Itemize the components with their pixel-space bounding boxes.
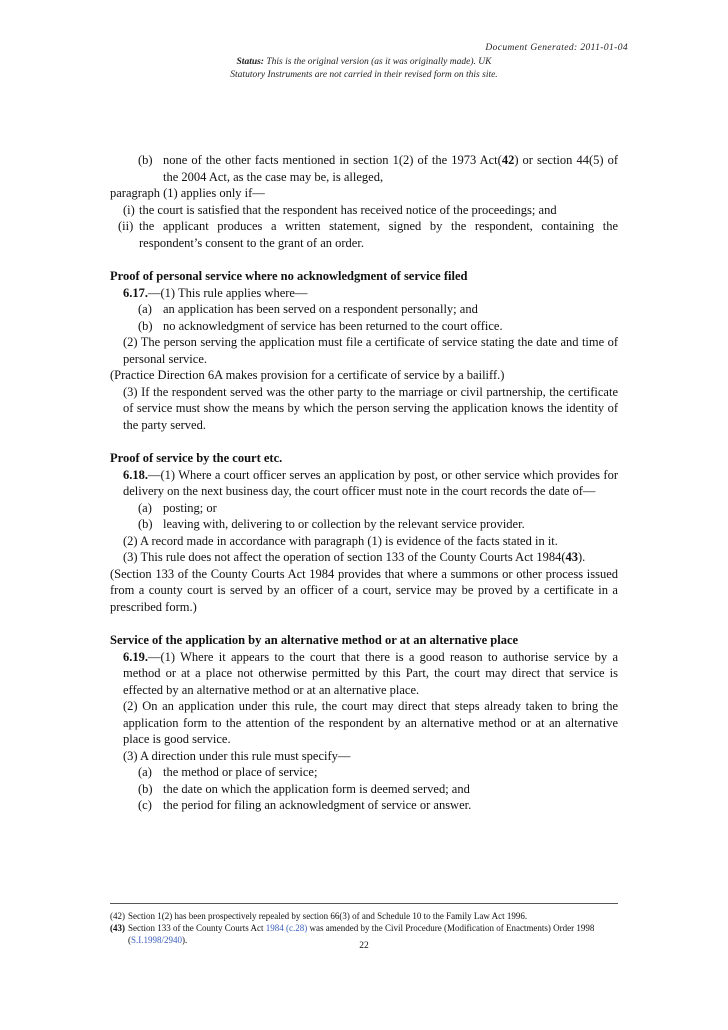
rule-6-18-para-3 xyxy=(110,549,618,566)
rule-text: —(1) Where a court officer serves an application by post, or other service which provides for delivery on the next business day, the court officer must note in the court records the date of— xyxy=(123,467,618,498)
list-label: (ii) xyxy=(118,219,134,233)
list-item-a xyxy=(110,301,618,318)
list-text-cont: ) or section 44(5) of the 2004 Act, as the case may be, is alleged, xyxy=(163,153,618,184)
practice-note: (Practice Direction 6A makes provision for a certificate of service by a bailiff.) xyxy=(110,368,505,382)
footnote-text: Section 133 of the County Courts Act xyxy=(128,923,266,933)
rule-number: 6.19. xyxy=(123,649,148,664)
rule-6-17-para-3: (3) If the respondent served was the other party to the marriage or civil partnership, the certificate of service must show the means by which the person serving the application knows the identity of the party served. xyxy=(123,384,618,432)
list-item-b xyxy=(110,318,618,335)
section-133-note: (Section 133 of the County Courts Act 1984 provides that where a summons or other process issued from a county court is served by an officer of a court, service may be proved by a certificate in a prescribed form.) xyxy=(110,566,618,614)
list-item-c xyxy=(110,797,618,814)
status-notice xyxy=(0,56,728,82)
rule-6-19-para-1 xyxy=(110,649,618,699)
page-number: 22 xyxy=(359,941,369,951)
status-text-line2: Statutory Instruments are not carried in their revised form on this site. xyxy=(230,70,498,80)
footnote-text: Section 1(2) has been prospectively repealed by section 66(3) of and Schedule 10 to the Family Law Act 1996. xyxy=(128,911,528,921)
status-label: Status: xyxy=(236,57,264,67)
rule-text-end: ). xyxy=(578,550,586,564)
footnotes xyxy=(110,903,618,946)
list-text: the period for filing an acknowledgment of service or answer. xyxy=(163,798,472,812)
footnote-label: (43) xyxy=(110,923,125,933)
list-label: (b) xyxy=(138,318,153,333)
status-text: This is the original version (as it was originally made). UK xyxy=(266,57,492,67)
list-text: posting; or xyxy=(163,500,217,515)
list-item-b xyxy=(110,516,618,533)
list-item-i xyxy=(110,202,618,219)
rule-6-19-para-3: (3) A direction under this rule must specify— xyxy=(123,748,351,763)
list-label: (a) xyxy=(138,765,152,779)
si-link[interactable]: S.I.1998/2940 xyxy=(131,935,183,945)
footnote-ref-43[interactable]: 43 xyxy=(565,550,579,564)
footnote-text-cont: was amended by the Civil Procedure (Modification of Enactments) Order 1998 ( xyxy=(128,923,595,945)
rule-6-17-para-2: (2) The person serving the application must file a certificate of service stating the date and time of personal service. xyxy=(123,335,618,366)
list-label: (i) xyxy=(123,202,135,217)
list-label: (a) xyxy=(138,500,152,515)
list-text: the method or place of service; xyxy=(163,765,318,779)
section-heading-6-18: Proof of service by the court etc. xyxy=(110,451,283,465)
list-item-a xyxy=(110,500,618,517)
rule-6-18-para-1 xyxy=(110,467,618,500)
list-item-a xyxy=(110,764,618,781)
list-item-ii xyxy=(110,218,618,251)
list-text: the date on which the application form is deemed served; and xyxy=(163,781,470,796)
list-label: (b) xyxy=(138,153,153,167)
footnote-ref-42[interactable]: 42 xyxy=(501,153,515,167)
section-heading-6-17: Proof of personal service where no acknowledgment of service filed xyxy=(110,269,468,283)
document-generated-date: Document Generated: 2011-01-04 xyxy=(485,43,628,53)
rule-6-18-para-2: (2) A record made in accordance with paragraph (1) is evidence of the facts stated in it. xyxy=(123,533,558,548)
footnote-label: (42) xyxy=(110,911,125,921)
footnote-text-end: ). xyxy=(182,935,188,945)
footnote-42 xyxy=(110,910,618,922)
document-body xyxy=(110,152,618,814)
list-text: the applicant produces a written statement, signed by the respondent, containing the respondent’s consent to the grant of an order. xyxy=(139,219,618,250)
list-item-b xyxy=(110,152,618,185)
paragraph-applies: paragraph (1) applies only if— xyxy=(110,186,265,200)
list-item-b xyxy=(110,781,618,798)
list-label: (a) xyxy=(138,302,152,316)
list-label: (b) xyxy=(138,517,153,531)
rule-number: 6.18. xyxy=(123,467,148,482)
rule-text: —(1) This rule applies where— xyxy=(148,285,308,300)
list-text: none of the other facts mentioned in section 1(2) of the 1973 Act( xyxy=(163,153,502,167)
rule-6-17-para-1 xyxy=(110,285,618,302)
list-label: (b) xyxy=(138,781,153,796)
list-text: no acknowledgment of service has been returned to the court office. xyxy=(163,318,503,333)
rule-text: —(1) Where it appears to the court that there is a good reason to authorise service by a method or at a place not otherwise permitted by this Part, the court may direct that service is effected by an alternative method or at an alternative place. xyxy=(123,649,618,697)
list-text: the court is satisfied that the respondent has received notice of the proceedings; and xyxy=(139,202,557,217)
section-heading-6-19: Service of the application by an alternative method or at an alternative place xyxy=(110,633,519,647)
act-link[interactable]: 1984 (c.28) xyxy=(265,923,308,933)
rule-number: 6.17. xyxy=(123,285,148,300)
list-label: (c) xyxy=(138,798,152,812)
list-text: leaving with, delivering to or collection by the relevant service provider. xyxy=(163,517,525,531)
list-text: an application has been served on a respondent personally; and xyxy=(163,302,478,316)
rule-text: (3) This rule does not affect the operation of section 133 of the County Courts Act 1984( xyxy=(123,550,566,564)
rule-6-19-para-2: (2) On an application under this rule, the court may direct that steps already taken to bring the application form to the attention of the respondent by an alternative method or at an alternative place is good service. xyxy=(123,699,618,746)
